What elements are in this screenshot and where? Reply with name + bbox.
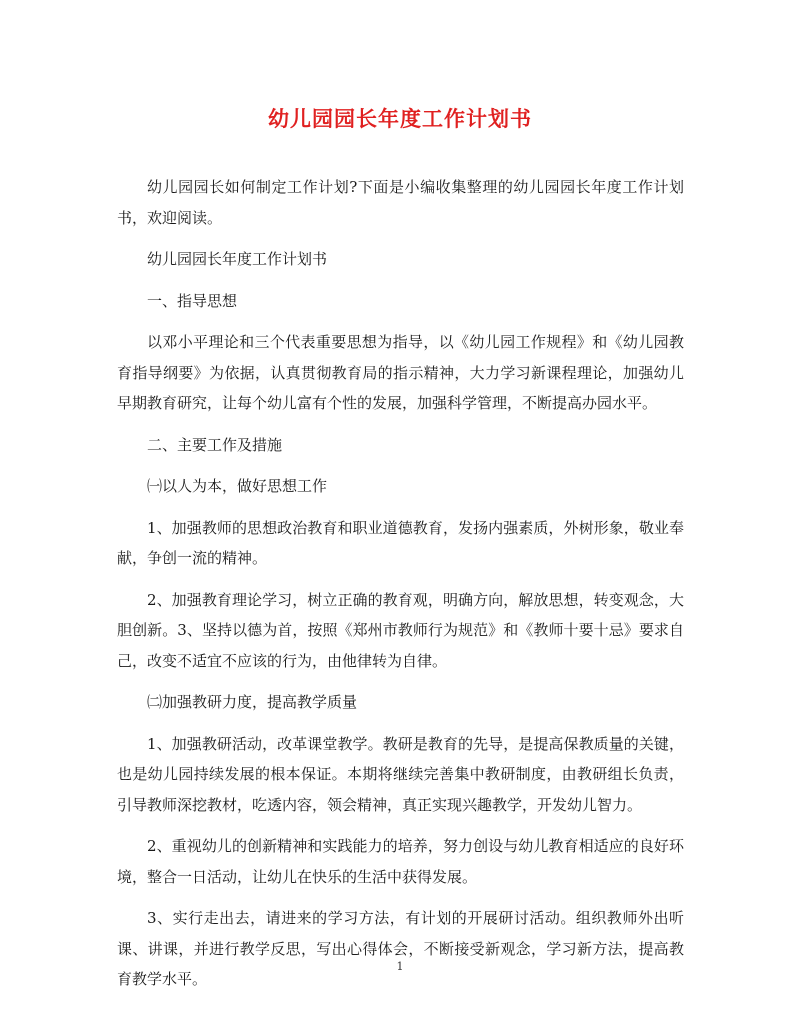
subtitle-paragraph: 幼儿园园长年度工作计划书 [147,250,328,268]
section-heading-main-work: 二、主要工作及措施 [147,435,283,454]
subsection-heading-people-oriented: ㈠以人为本，做好思想工作 [147,477,328,495]
body-paragraph: 2、重视幼儿的创新精神和实践能力的培养，努力创设与幼儿教育相适应的良好环境，整合一日活动，让幼儿在快乐的生活中获得发展。 [117,837,684,886]
page-number: 1 [396,960,404,973]
body-paragraph: 1、加强教研活动，改革课堂教学。教研是教育的先导，是提高保教质量的关键，也是幼儿园持续发展的根本保证。本期将继续完善集中教研制度，由教研组长负责，引导教师深挖教材，吃透内容，领会精神，真正实现兴趣教学，开发幼儿智力。 [117,734,684,814]
body-paragraph: 以邓小平理论和三个代表重要思想为指导，以《幼儿园工作规程》和《幼儿园教育指导纲要》为依据，认真贯彻教育局的指示精神，大力学习新课程理论，加强幼儿早期教育研究，让每个幼儿富有个性的发展，加强科学管理，不断提高办园水平。 [117,333,684,412]
subsection-heading-teaching-research: ㈡加强教研力度，提高教学质量 [147,693,358,711]
document-body [117,172,684,995]
intro-paragraph: 幼儿园园长如何制定工作计划?下面是小编收集整理的幼儿园园长年度工作计划书，欢迎阅读。 [117,178,684,227]
body-paragraph: 2、加强教育理论学习，树立正确的教育观，明确方向，解放思想，转变观念，大胆创新。3、坚持以德为首，按照《郑州市教师行为规范》和《教师十要十忌》要求自己，改变不适宜不应该的行为，由他律转为自律。 [117,590,684,670]
body-paragraph: 3、实行走出去，请进来的学习方法，有计划的开展研讨活动。组织教师外出听课、讲课，并进行教学反思，写出心得体会，不断接受新观念，学习新方法，提高教育教学水平。 [117,909,684,988]
document-title: 幼儿园园长年度工作计划书 [268,106,532,131]
body-paragraph: 1、加强教师的思想政治教育和职业道德教育，发扬内强素质，外树形象，敬业奉献，争创一流的精神。 [117,518,684,567]
section-heading-guiding-thought: 一、指导思想 [147,291,238,310]
